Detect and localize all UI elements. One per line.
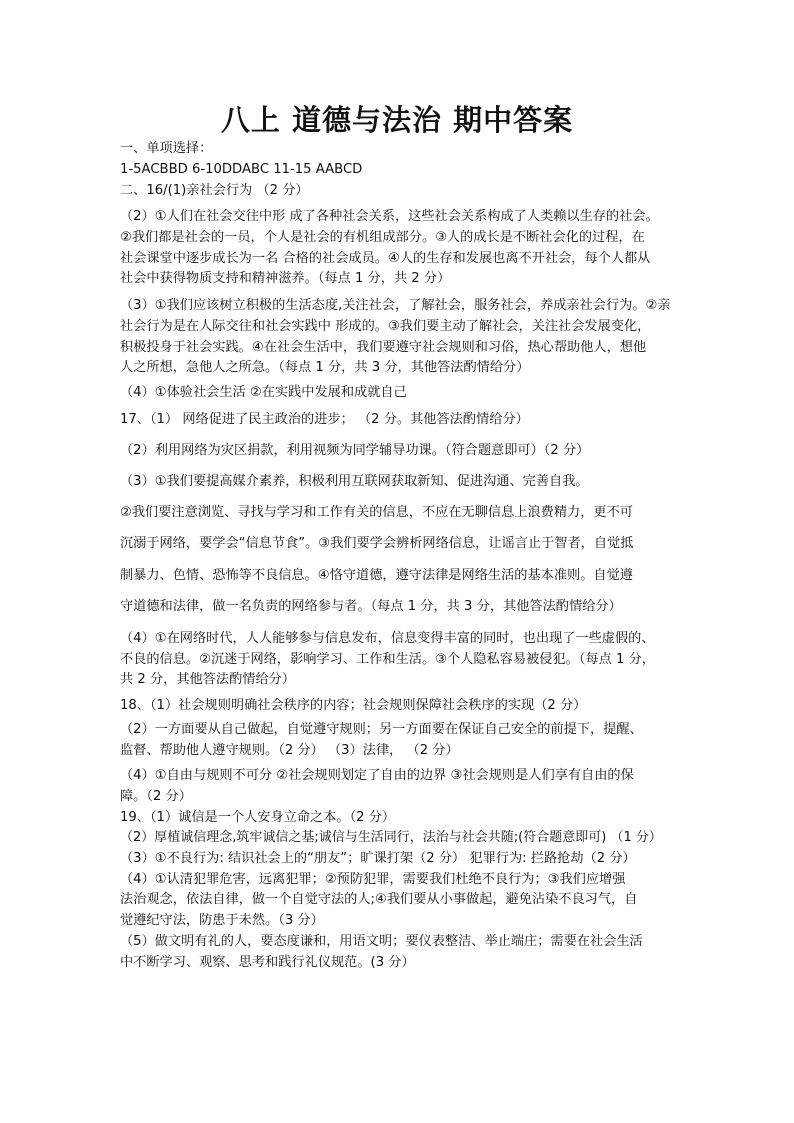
q16-part2-line1: （2）①人们在社会交往中形 成了各种社会关系，这些社会关系构成了人类赖以生存的社会。 — [120, 209, 659, 224]
q19-part4-line1: （4）①认清犯罪危害，远离犯罪；②预防犯罪，需要我们杜绝不良行为；③我们应增强 — [120, 872, 626, 887]
q17-part2-answer: （2）利用网络为灾区捐款，利用视频为同学辅导功课。（符合题意即可）（2 分） — [120, 443, 590, 458]
q19-part4-line3: 觉遵纪守法，防患于未然。（3 分） — [120, 913, 324, 928]
q19-part3-answer: （3）①不良行为: 结识社会上的“朋友”；旷课打架（2 分） 犯罪行为: 拦路抢劫（2 分） — [120, 851, 636, 866]
q18-part2-line2: 监督、帮助他人遵守规则。（2 分） （3）法律， （2 分） — [120, 743, 459, 758]
multiple-choice-answers: 1-5ACBBD 6-10DDABC 11-15 AABCD — [120, 162, 363, 177]
q17-part1-answer: 17、（1） 网络促进了民主政治的进步； （2 分。其他答法酌情给分） — [120, 412, 529, 427]
q17-part3-line4: 制暴力、色情、恐怖等不良信息。④恪守道德，遵守法律是网络生活的基本准则。自觉遵 — [120, 568, 633, 583]
q17-part4-line2: 不良的信息。②沉迷于网络，影响学习、工作和生活。③个人隐私容易被侵犯。（每点 1 分， — [120, 652, 655, 667]
q17-part3-line5: 守道德和法律，做一名负责的网络参与者。（每点 1 分，共 3 分，其他答法酌情给分） — [120, 599, 622, 614]
q17-part3-line1: （3）①我们要提高媒介素养，积极利用互联网获取新知、促进沟通、完善自我。 — [120, 474, 589, 489]
q19-part5-line1: （5）做文明有礼的人，要态度谦和，用语文明；要仪表整洁、举止端庄；需要在社会生活 — [120, 934, 643, 949]
q16-part3-line2: 社会行为是在人际交往和社会实践中 形成的。③我们要主动了解社会，关注社会发展变化， — [120, 319, 651, 334]
page-title: 八上 道德与法治 期中答案 — [220, 103, 574, 137]
q16-part4-answer: （4）①体验社会生活 ②在实践中发展和成就自己 — [120, 385, 407, 400]
q17-part4-line3: 共 2 分，其他答法酌情给分） — [120, 672, 296, 687]
q16-part2-line2: ②我们都是社会的一员，个人是社会的有机组成部分。③人的成长是不断社会化的过程，在 — [120, 230, 645, 245]
q19-part5-line2: 中不断学习、观察、思考和践行礼仪规范。(3 分） — [120, 955, 415, 970]
section-heading-single-choice: 一、单项选择： — [120, 141, 213, 156]
q17-part4-line1: （4）①在网络时代，人人能够参与信息发布，信息变得丰富的同时，也出现了一些虚假的、 — [120, 631, 655, 646]
q17-part3-line3: 沉溺于网络，要学会“信息节食”。③我们要学会辨析网络信息，让谣言止于智者，自觉抵 — [120, 536, 634, 551]
q17-part3-line2: ②我们要注意浏览、寻找与学习和工作有关的信息，不应在无聊信息上浪费精力，更不可 — [120, 505, 633, 520]
q16-part3-line4: 人之所想，急他人之所急。（每点 1 分，共 3 分，其他答法酌情给分） — [120, 360, 530, 375]
q19-part2-answer: （2）厚植诚信理念,筑牢诚信之基;诚信与生活同行，法治与社会共随;(符合题意即可) （1 分） — [120, 830, 662, 845]
q16-part3-line1: （3）①我们应该树立积极的生活态度,关注社会，了解社会，服务社会，养成亲社会行为。②亲 — [120, 298, 671, 313]
q16-part3-line3: 积极投身于社会实践。④在社会生活中，我们要遵守社会规则和习俗，热心帮助他人，想他 — [120, 340, 647, 355]
q18-part4-line2: 障。（2 分） — [120, 789, 192, 804]
q16-part2-line3: 社会课堂中逐步成长为一名 合格的社会成员。④人的生存和发展也离不开社会，每个人都从 — [120, 251, 651, 266]
q19-part1-answer: 19、（1）诚信是一个人安身立命之本。（2 分） — [120, 810, 396, 825]
q16-part1-answer: 二、16/(1)亲社会行为 （2 分） — [120, 183, 309, 198]
q16-part2-line4: 社会中获得物质支持和精神滋养。（每点 1 分，共 2 分） — [120, 271, 451, 286]
q18-part4-line1: （4）①自由与规则不可分 ②社会规则划定了自由的边界 ③社会规则是人们享有自由的保 — [120, 768, 634, 783]
q19-part4-line2: 法治观念，依法自律，做一个自觉守法的人;④我们要从小事做起，避免沾染不良习气，自 — [120, 892, 638, 907]
q18-part1-answer: 18、（1）社会规则明确社会秩序的内容；社会规则保障社会秩序的实现（2 分） — [120, 698, 587, 713]
q18-part2-line1: （2）一方面要从自己做起，自觉遵守规则；另一方面要在保证自己安全的前提下，提醒、 — [120, 722, 643, 737]
